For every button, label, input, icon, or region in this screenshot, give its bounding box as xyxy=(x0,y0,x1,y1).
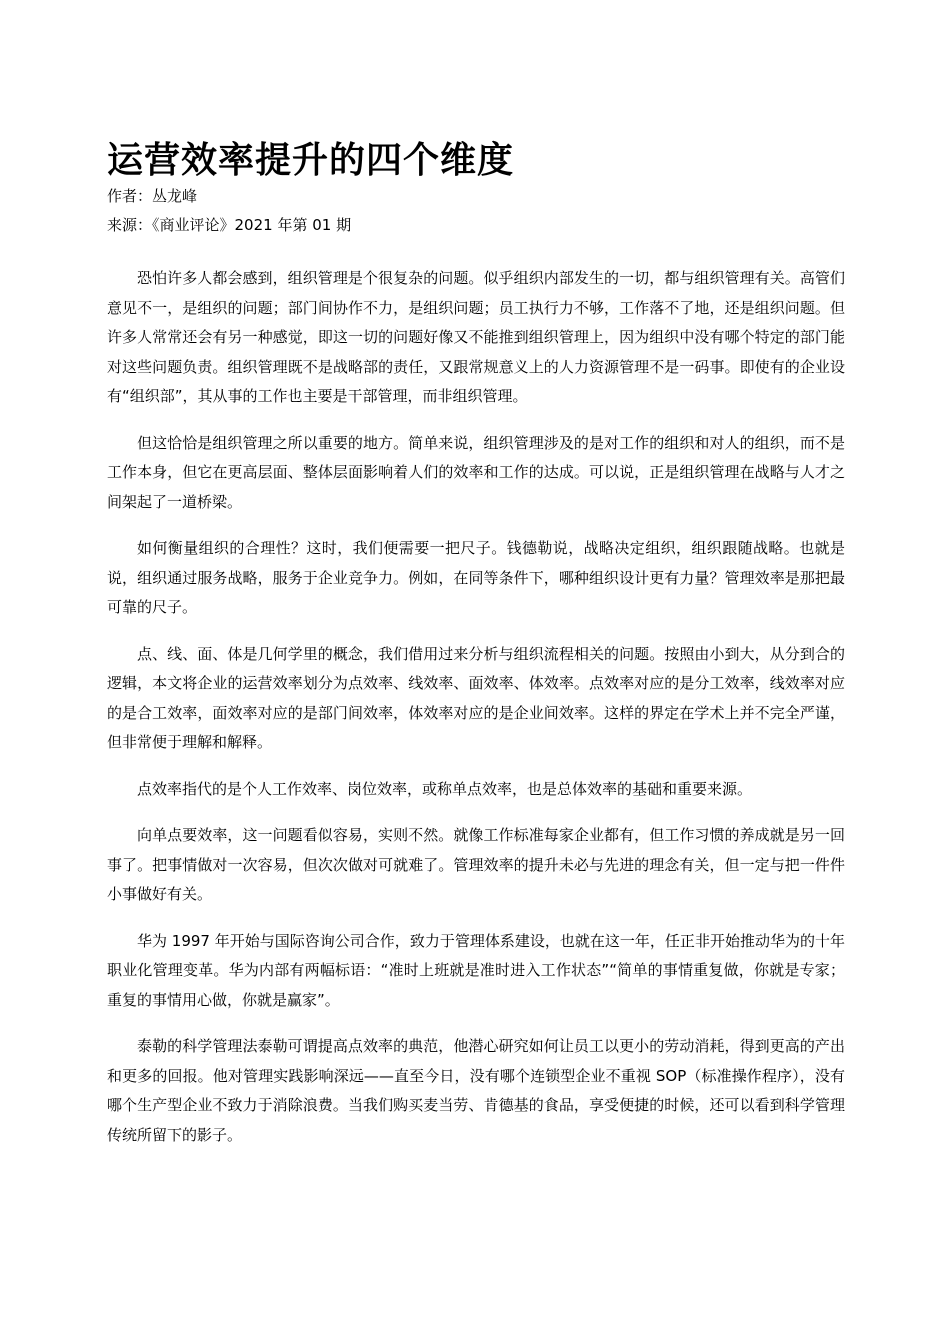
paragraph: 华为 1997 年开始与国际咨询公司合作，致力于管理体系建设，也就在这一年，任正非开始推动华为的十年职业化管理变革。华为内部有两幅标语：“准时上班就是准时进入工作状态”“简单的事情重复做，你就是专家；重复的事情用心做，你就是赢家”。 xyxy=(107,931,845,1009)
paragraph: 如何衡量组织的合理性？这时，我们便需要一把尺子。钱德勒说，战略决定组织，组织跟随战略。也就是说，组织通过服务战略，服务于企业竞争力。例如，在同等条件下，哪种组织设计更有力量？管理效率是那把最可靠的尺子。 xyxy=(107,539,845,616)
article-title: 运营效率提升的四个维度 xyxy=(107,140,515,182)
paragraph: 点效率指代的是个人工作效率、岗位效率，或称单点效率，也是总体效率的基础和重要来源。 xyxy=(137,779,753,798)
paragraph: 但这恰恰是组织管理之所以重要的地方。简单来说，组织管理涉及的是对工作的组织和对人的组织，而不是工作本身，但它在更高层面、整体层面影响着人们的效率和工作的达成。可以说，正是组织管理在战略与人才之间架起了一道桥梁。 xyxy=(107,433,845,511)
paragraph: 恐怕许多人都会感到，组织管理是个很复杂的问题。似乎组织内部发生的一切，都与组织管理有关。高管们意见不一，是组织的问题；部门间协作不力，是组织问题；员工执行力不够，工作落不了地，还是组织问题。但许多人常常还会有另一种感觉，即这一切的问题好像又不能推到组织管理上，因为组织中没有哪个特定的部门能对这些问题负责。组织管理既不是战略部的责任，又跟常规意义上的人力资源管理不是一码事。即使有的企业设有“组织部”，其从事的工作也主要是干部管理，而非组织管理。 xyxy=(107,269,845,405)
article-body xyxy=(107,264,845,1167)
paragraph: 泰勒的科学管理法泰勒可谓提高点效率的典范，他潜心研究如何让员工以更小的劳动消耗，得到更高的产出和更多的回报。他对管理实践影响深远——直至今日，没有哪个连锁型企业不重视 SOP（标准操作程序），没有哪个生产型企业不致力于消除浪费。当我们购买麦当劳、肯德基的食品，享受便捷的时候，还可以看到科学管理传统所留下的影子。 xyxy=(107,1037,845,1144)
article-author: 作者：丛龙峰 xyxy=(107,187,198,205)
article-source: 来源：《商业评论》2021 年第 01 期 xyxy=(107,216,352,234)
paragraph: 点、线、面、体是几何学里的概念，我们借用过来分析与组织流程相关的问题。按照由小到大，从分到合的逻辑，本文将企业的运营效率划分为点效率、线效率、面效率、体效率。点效率对应的是分工效率，线效率对应的是合工效率，面效率对应的是部门间效率，体效率对应的是企业间效率。这样的界定在学术上并不完全严谨，但非常便于理解和解释。 xyxy=(107,644,845,751)
paragraph: 向单点要效率，这一问题看似容易，实则不然。就像工作标准每家企业都有，但工作习惯的养成就是另一回事了。把事情做对一次容易，但次次做对可就难了。管理效率的提升未必与先进的理念有关，但一定与把一件件小事做好有关。 xyxy=(107,826,845,903)
